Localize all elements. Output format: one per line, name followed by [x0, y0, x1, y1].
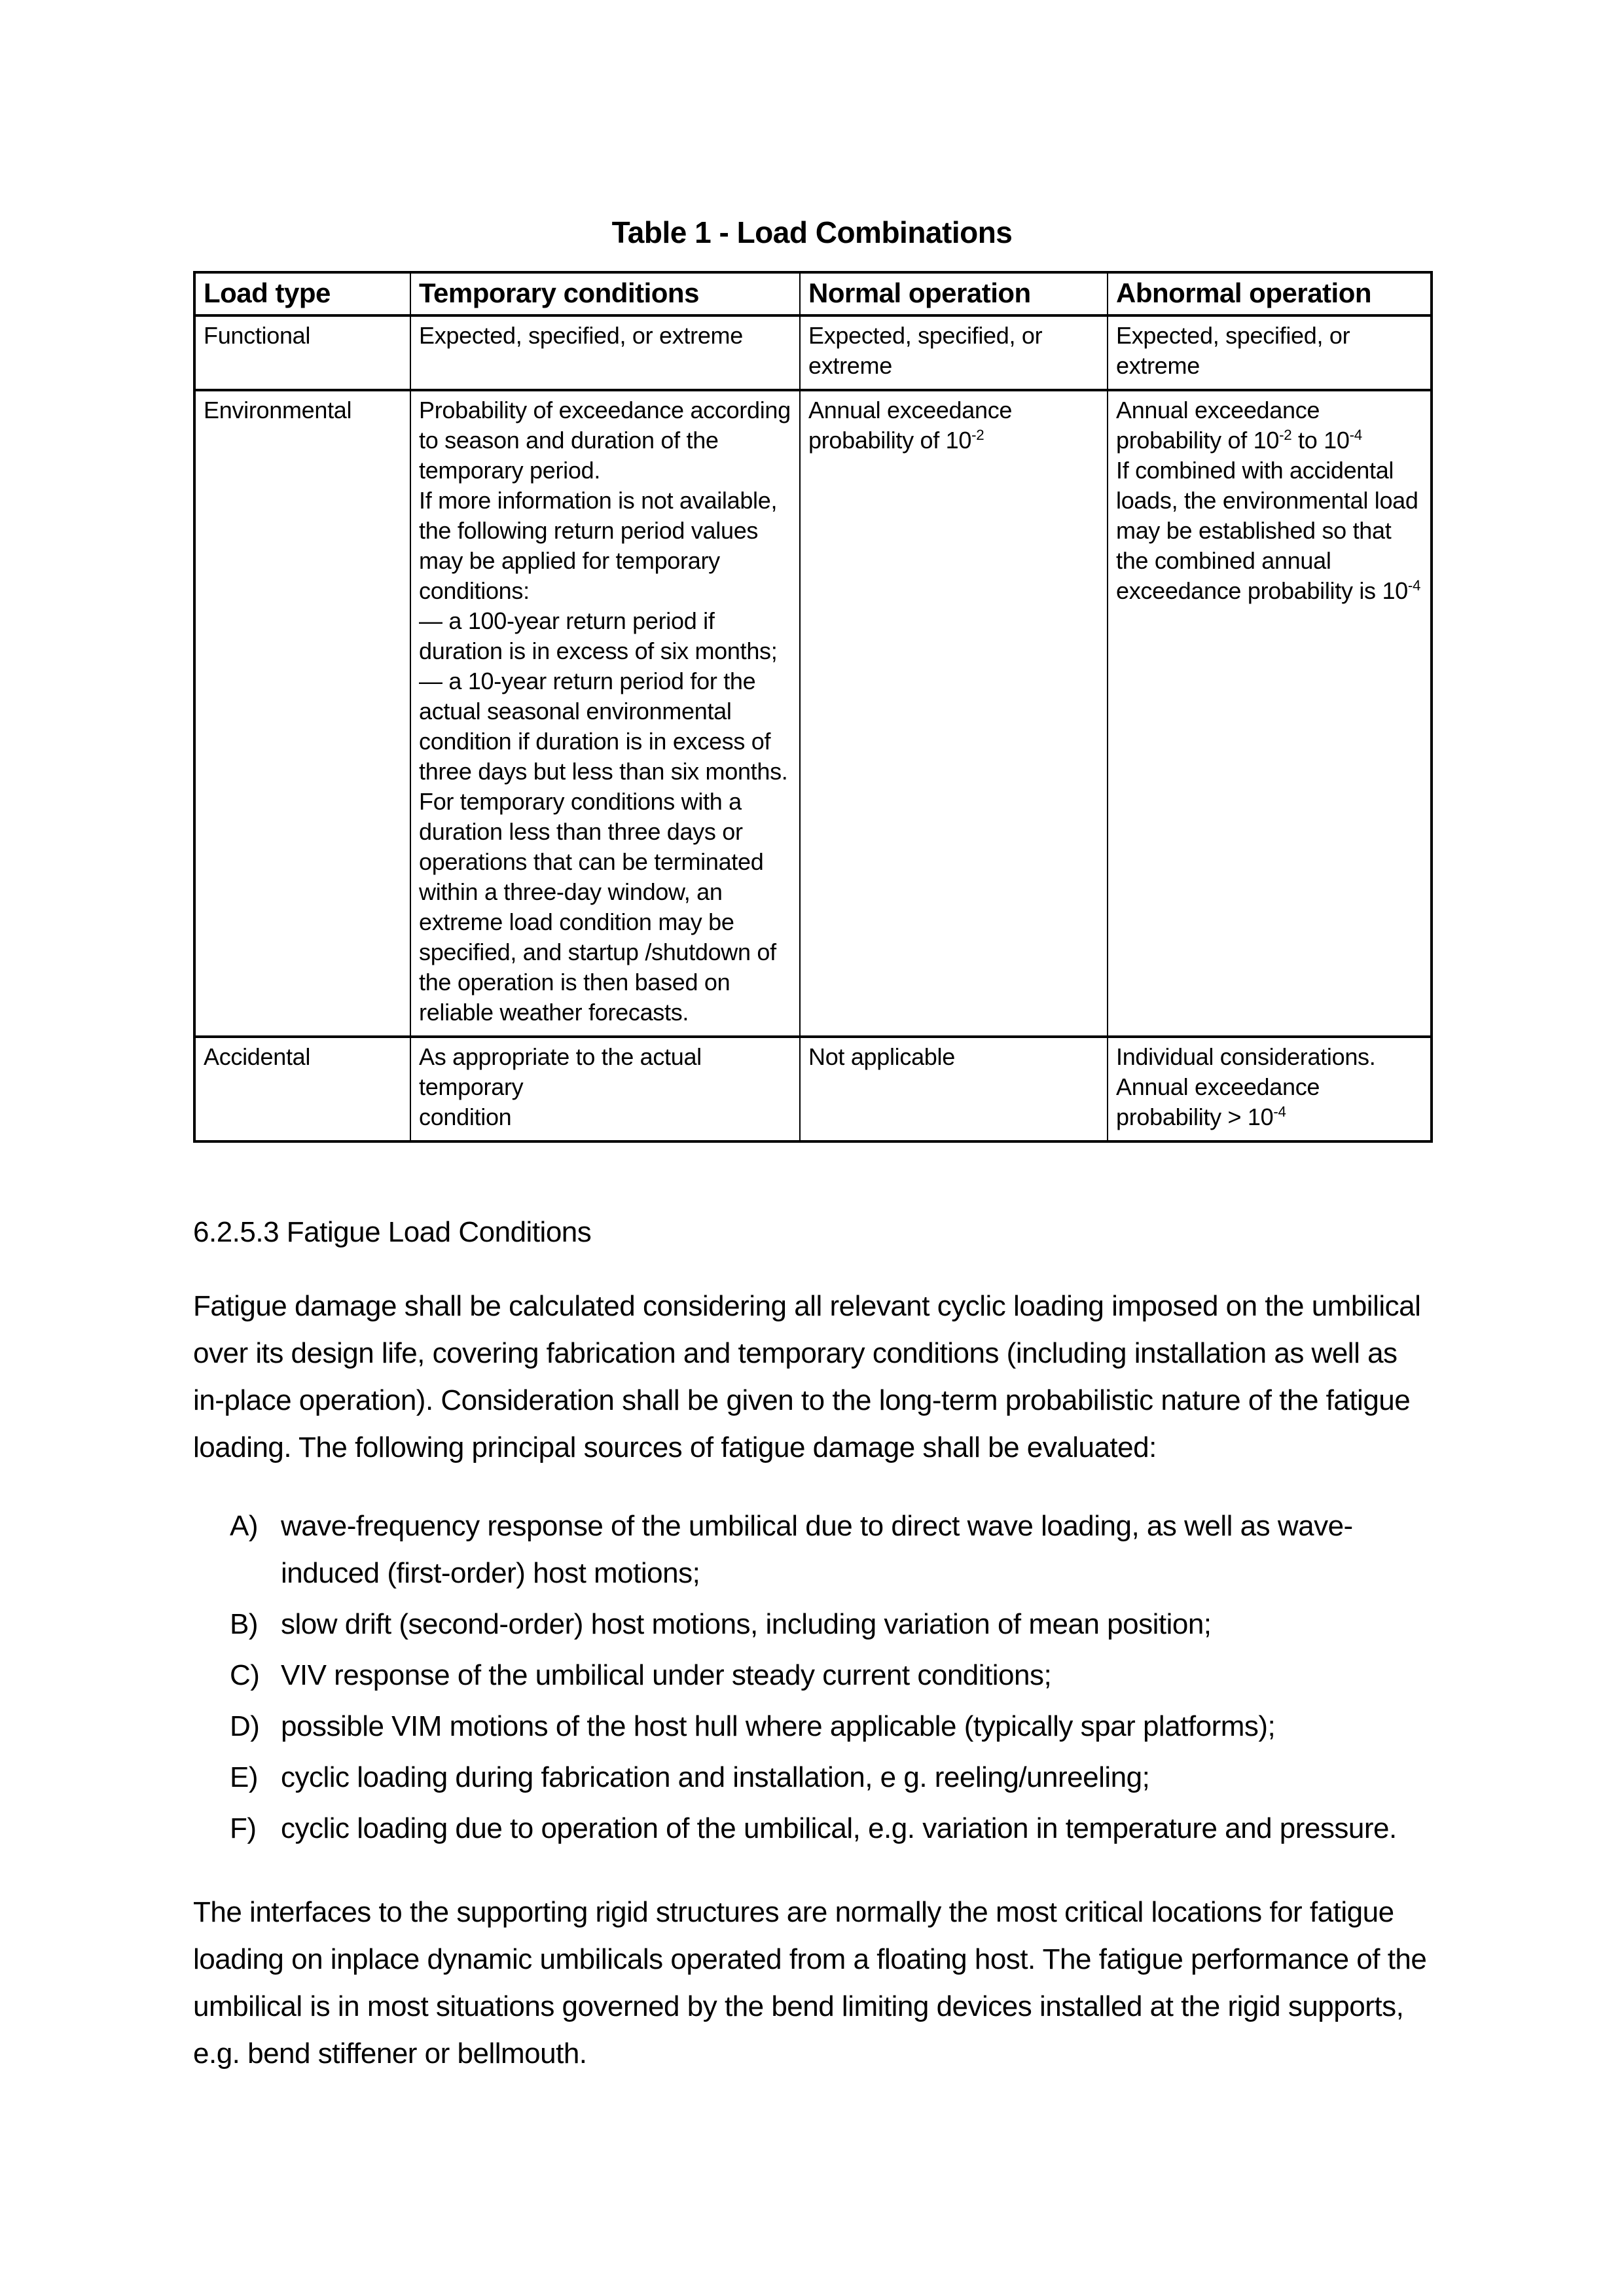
- cell-environmental-temporary: Probability of exceedance according to season and duration of the temporary period. If more information is not available, the following return period values may be applied for temporary conditions: — a 100-year return period if duration is in excess of six months; — a 10-year return period for the actual seasonal environmental condition if duration is in excess of three days but less than six months. For temporary conditions with a duration less than three days or operations that can be terminated within a three-day window, an extreme load condition may be specified, and startup /shutdown of the operation is then based on reliable weather forecasts.: [410, 390, 800, 1037]
- header-temporary-conditions: Temporary conditions: [410, 272, 800, 315]
- list-item: [193, 1805, 1431, 1852]
- cell-functional-temporary: Expected, specified, or extreme: [410, 315, 800, 390]
- cell-functional-abnormal: Expected, specified, or extreme: [1108, 315, 1432, 390]
- header-load-type: Load type: [194, 272, 410, 315]
- closing-paragraph: The interfaces to the supporting rigid structures are normally the most critical locations for fatigue loading on inplace dynamic umbilicals operated from a floating host. The fatigue performance of the umbilical is in most situations governed by the bend limiting devices installed at the rigid supports, e.g. bend stiffener or bellmouth.: [193, 1896, 1427, 2070]
- header-abnormal-operation: Abnormal operation: [1108, 272, 1432, 315]
- list-item-text: cyclic loading due to operation of the umbilical, e.g. variation in temperature and pressure.: [281, 1812, 1397, 1844]
- list-item: [193, 1754, 1431, 1801]
- cell-accidental-abnormal: Individual considerations. Annual exceedance probability > $10^{-4}$: [1108, 1037, 1432, 1141]
- cell-environmental-load-type: Environmental: [194, 390, 410, 1037]
- table-row-accidental: [194, 1037, 1432, 1141]
- list-item-text: slow drift (second-order) host motions, including variation of mean position;: [281, 1608, 1212, 1640]
- cell-functional-normal: Expected, specified, or extreme: [800, 315, 1108, 390]
- intro-paragraph: Fatigue damage shall be calculated considering all relevant cyclic loading imposed on the umbilical over its design life, covering fabrication and temporary conditions (including installation as well as in-place operation). Consideration shall be given to the long-term probabilistic nature of the fatigue loading. The following principal sources of fatigue damage shall be evaluated:: [193, 1290, 1421, 1463]
- cell-accidental-normal: Not applicable: [800, 1037, 1108, 1141]
- cell-accidental-load-type: Accidental: [194, 1037, 410, 1141]
- list-item-marker: E): [230, 1761, 258, 1793]
- list-item-marker: D): [230, 1710, 260, 1742]
- list-item-marker: C): [230, 1659, 260, 1691]
- list-item: [193, 1703, 1431, 1750]
- fatigue-sources-list: [193, 1503, 1431, 1852]
- cell-accidental-temporary: As appropriate to the actual temporary condition: [410, 1037, 800, 1141]
- table-header-row: [194, 272, 1432, 315]
- list-item-text: VIV response of the umbilical under steady current conditions;: [281, 1659, 1052, 1691]
- cell-environmental-abnormal: Annual exceedance probability of $10^{-2}$ to $10^{-4}$ If combined with accidental loads, the environmental load may be established so that the combined annual exceedance probability is $10^{-4}$: [1108, 390, 1432, 1037]
- cell-environmental-normal: Annual exceedance probability of $10^{-2}$: [800, 390, 1108, 1037]
- load-combinations-table: [193, 271, 1433, 1143]
- list-item: [193, 1503, 1431, 1597]
- list-item: [193, 1652, 1431, 1699]
- header-normal-operation: Normal operation: [800, 272, 1108, 315]
- list-item-marker: B): [230, 1608, 258, 1640]
- table-title: Table 1 - Load Combinations: [611, 215, 1013, 249]
- list-item-marker: F): [230, 1812, 257, 1844]
- list-item-text: wave-frequency response of the umbilical due to direct wave loading, as well as wave-induced (first-order) host motions;: [281, 1510, 1353, 1589]
- section-heading: 6.2.5.3 Fatigue Load Conditions: [193, 1216, 592, 1248]
- list-item-marker: A): [230, 1510, 258, 1542]
- list-item-text: possible VIM motions of the host hull where applicable (typically spar platforms);: [281, 1710, 1276, 1742]
- table-row-functional: [194, 315, 1432, 390]
- list-item: [193, 1601, 1431, 1648]
- table-row-environmental: [194, 390, 1432, 1037]
- cell-functional-load-type: Functional: [194, 315, 410, 390]
- list-item-text: cyclic loading during fabrication and installation, e g. reeling/unreeling;: [281, 1761, 1150, 1793]
